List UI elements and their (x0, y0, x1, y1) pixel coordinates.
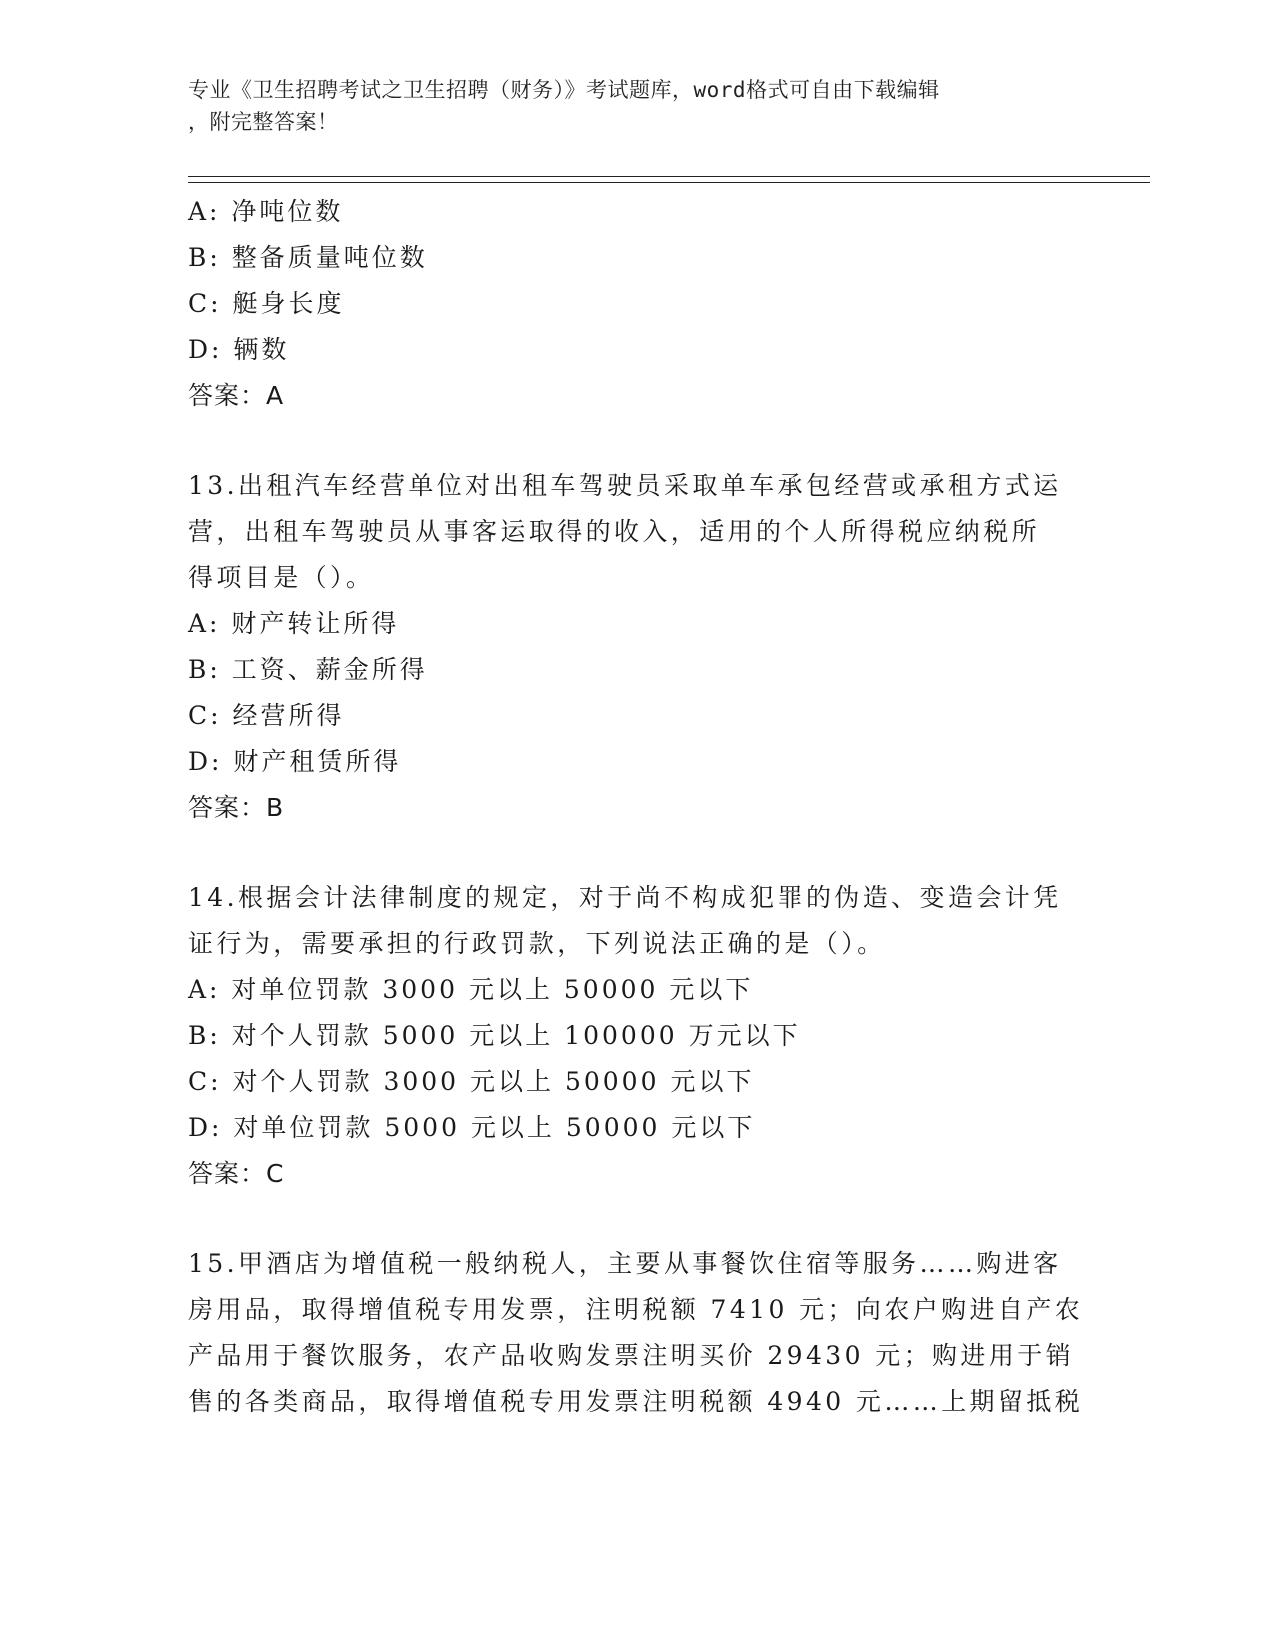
option-d: D: 财产租赁所得 (188, 747, 402, 776)
question-text-line: 产品用于餐饮服务，农产品收购发票注明买价 29430 元；购进用于销 (188, 1341, 1075, 1370)
question-text-line: 证行为，需要承担的行政罚款，下列说法正确的是（）。 (188, 929, 886, 958)
option-b: B: 对个人罚款 5000 元以上 100000 万元以下 (188, 1021, 801, 1050)
option-a: A: 对单位罚款 3000 元以上 50000 元以下 (188, 975, 754, 1004)
question-text-line: 15.甲酒店为增值税一般纳税人，主要从事餐饮住宿等服务……购进客 (188, 1249, 1062, 1278)
option-c: C: 经营所得 (188, 701, 345, 730)
question-text-line: 营，出租车驾驶员从事客运取得的收入，适用的个人所得税应纳税所 (188, 517, 1041, 546)
option-c: C: 艇身长度 (188, 289, 345, 318)
option-a: A: 财产转让所得 (188, 609, 400, 638)
question-text-line: 得项目是（）。 (188, 563, 375, 592)
option-d: D: 辆数 (188, 335, 290, 364)
header-divider-bottom (188, 182, 1150, 183)
header-line-2: ，附完整答案！ (188, 110, 339, 134)
option-a: A: 净吨位数 (188, 197, 344, 226)
answer-label: 答案：A (188, 381, 285, 410)
question-text-line: 售的各类商品，取得增值税专用发票注明税额 4940 元……上期留抵税 (188, 1387, 1084, 1416)
question-list (188, 189, 1088, 1425)
document-header (188, 74, 1068, 138)
question-text-line: 房用品，取得增值税专用发票，注明税额 7410 元；向农户购进自产农 (188, 1295, 1084, 1324)
header-line-1: 专业《卫生招聘考试之卫生招聘（财务）》考试题库，word格式可自由下载编辑 (188, 78, 940, 102)
answer-label: 答案：C (188, 1159, 285, 1188)
header-divider-top (188, 176, 1150, 177)
question-15 (188, 1241, 1088, 1425)
option-d: D: 对单位罚款 5000 元以上 50000 元以下 (188, 1113, 756, 1142)
question-12 (188, 189, 1088, 419)
question-13 (188, 463, 1088, 831)
question-14 (188, 875, 1088, 1197)
question-text-line: 13.出租汽车经营单位对出租车驾驶员采取单车承包经营或承租方式运 (188, 471, 1062, 500)
question-text-line: 14.根据会计法律制度的规定，对于尚不构成犯罪的伪造、变造会计凭 (188, 883, 1062, 912)
option-c: C: 对个人罚款 3000 元以上 50000 元以下 (188, 1067, 755, 1096)
option-b: B: 整备质量吨位数 (188, 243, 428, 272)
answer-label: 答案：B (188, 793, 285, 822)
option-b: B: 工资、薪金所得 (188, 655, 428, 684)
